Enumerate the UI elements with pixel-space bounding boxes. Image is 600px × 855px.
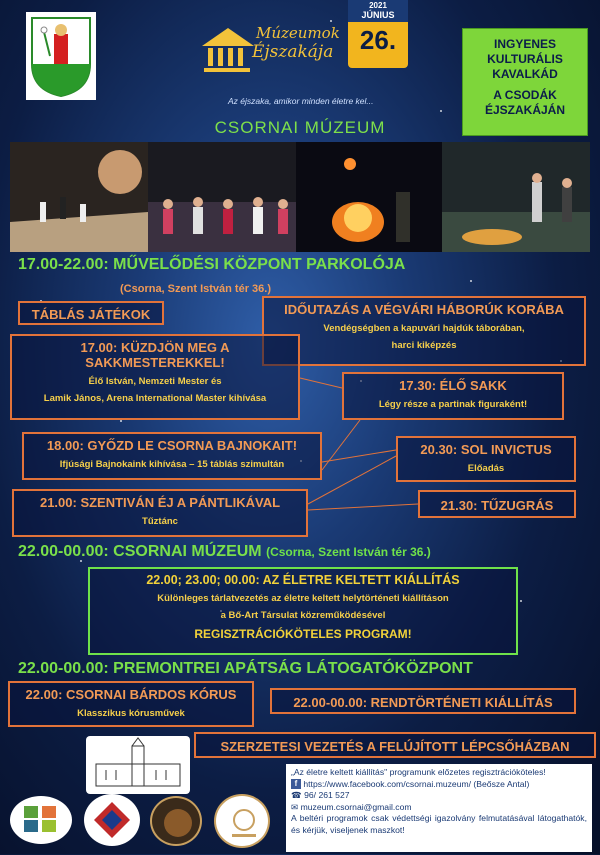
chess-masters-title-1: 17.00: KÜZDJÖN MEG A xyxy=(80,340,230,355)
promo-line-5: ÉJSZAKÁJÁN xyxy=(484,103,565,117)
partner-logo-4 xyxy=(214,794,270,848)
order-history-title: 22.00-00.00: RENDTÖRTÉNETI KIÁLLÍTÁS xyxy=(293,695,553,710)
date-year: 2021 xyxy=(348,0,408,10)
email-address[interactable]: muzeum.csornai@gmail.com xyxy=(300,801,412,812)
living-exhibition-title: 22.00; 23.00; 00.00: AZ ÉLETRE KELTETT KIÁLLÍTÁS xyxy=(146,573,460,587)
date-day: 26. xyxy=(359,25,397,55)
beat-champions-title: 18.00: GYŐZD LE CSORNA BAJNOKAIT! xyxy=(46,438,298,453)
logo-text-museums: Múzeumok xyxy=(256,24,340,42)
chess-masters-desc-1: Élő István, Nemzeti Mester és xyxy=(88,376,222,387)
promo-line-4: A CSODÁK xyxy=(493,88,557,102)
bardos-choir-desc: Klasszikus kórusművek xyxy=(77,708,185,719)
museum-title: CSORNAI MÚZEUM xyxy=(214,118,386,137)
partner-logo-1 xyxy=(10,796,72,844)
monastic-tour-box xyxy=(194,732,596,758)
chess-masters-title-2: SAKKMESTEREKKEL! xyxy=(85,355,225,370)
time-travel-desc-2: harci kiképzés xyxy=(391,340,457,351)
chess-masters-desc-2: Lamik János, Arena International Master kihívása xyxy=(43,393,267,404)
promo-line-2: KULTURÁLIS xyxy=(487,52,563,66)
section1-address: (Csorna, Szent István tér 36.) xyxy=(120,283,271,295)
section2-heading-text: 22.00-00.00: CSORNAI MÚZEUM xyxy=(18,543,262,560)
facebook-url[interactable]: https://www.facebook.com/csornai.muzeum/ (Beősze Antal) xyxy=(303,778,530,789)
section2-address: (Csorna, Szent István tér 36.) xyxy=(266,545,431,559)
section2-heading xyxy=(18,543,431,561)
covid-notice: A beltéri programok csak védettségi igazolvány felmutatásával látogathatók, és kérjük, viseljenek maszkot! xyxy=(291,813,587,835)
partner-logo-3 xyxy=(150,796,202,846)
registration-note: „Az életre keltett kiállítás" programunk előzetes regisztrációköteles! xyxy=(291,767,546,777)
living-exhibition-box xyxy=(88,567,518,655)
section1-heading: 17.00-22.00: MŰVELŐDÉSI KÖZPONT PARKOLÓJA xyxy=(18,256,406,273)
registration-required: REGISZTRÁCIÓKÖTELES PROGRAM! xyxy=(194,627,412,641)
bardos-choir-title: 22.00: CSORNAI BÁRDOS KÓRUS xyxy=(25,687,237,702)
tagline: Az éjszaka, amikor minden életre kel... xyxy=(228,96,374,106)
promo-line-1: INGYENES xyxy=(493,37,556,51)
facebook-icon: f xyxy=(291,779,301,789)
order-history-box xyxy=(270,688,576,714)
email-icon: ✉ xyxy=(291,801,299,812)
sol-invictus-title: 20.30: SOL INVICTUS xyxy=(420,442,552,457)
partner-logo-2 xyxy=(84,794,140,846)
board-games-title: TÁBLÁS JÁTÉKOK xyxy=(31,307,151,322)
sol-invictus-desc: Előadás xyxy=(467,463,505,474)
abbey-sketch xyxy=(86,736,190,794)
monastic-tour-title: SZERZETESI VEZETÉS A FELÚJÍTOTT LÉPCSŐHÁZBAN xyxy=(220,739,570,754)
live-chess-desc: Légy része a partinak figuraként! xyxy=(378,399,528,410)
time-travel-desc-1: Vendégségben a kapuvári hajdúk táborában, xyxy=(323,323,525,334)
facebook-line[interactable] xyxy=(291,779,587,791)
promo-line-3: KAVALKÁD xyxy=(492,67,558,81)
living-exhibition-desc-2: a Bő-Art Társulat közreműködésével xyxy=(220,610,386,621)
live-chess-title: 17.30: ÉLŐ SAKK xyxy=(399,378,507,393)
logo-text-night: Éjszakája xyxy=(252,42,334,62)
phone-number: 96/ 261 527 xyxy=(304,790,350,800)
phone-line xyxy=(291,790,587,802)
date-month: JÚNIUS xyxy=(348,10,408,22)
szentivan-desc: Tűztánc xyxy=(142,516,178,527)
szentivan-title: 21.00: SZENTIVÁN ÉJ A PÁNTLIKÁVAL xyxy=(39,495,281,510)
email-line[interactable] xyxy=(291,802,587,814)
info-box xyxy=(286,764,592,852)
bardos-choir-box xyxy=(8,681,254,727)
phone-icon: ☎ xyxy=(291,790,302,800)
fire-jump-title: 21.30: TŰZUGRÁS xyxy=(440,498,554,513)
time-travel-title: IDŐUTAZÁS A VÉGVÁRI HÁBORÚK KORÁBA xyxy=(284,302,564,317)
beat-champions-desc: Ifjúsági Bajnokaink kihívása – 15 táblás szimultán xyxy=(59,459,285,470)
section3-heading: 22.00-00.00: PREMONTREI APÁTSÁG LÁTOGATÓKÖZPONT xyxy=(18,660,473,677)
living-exhibition-desc-1: Különleges tárlatvezetés az életre keltett helytörténeti kiállításon xyxy=(157,593,449,604)
